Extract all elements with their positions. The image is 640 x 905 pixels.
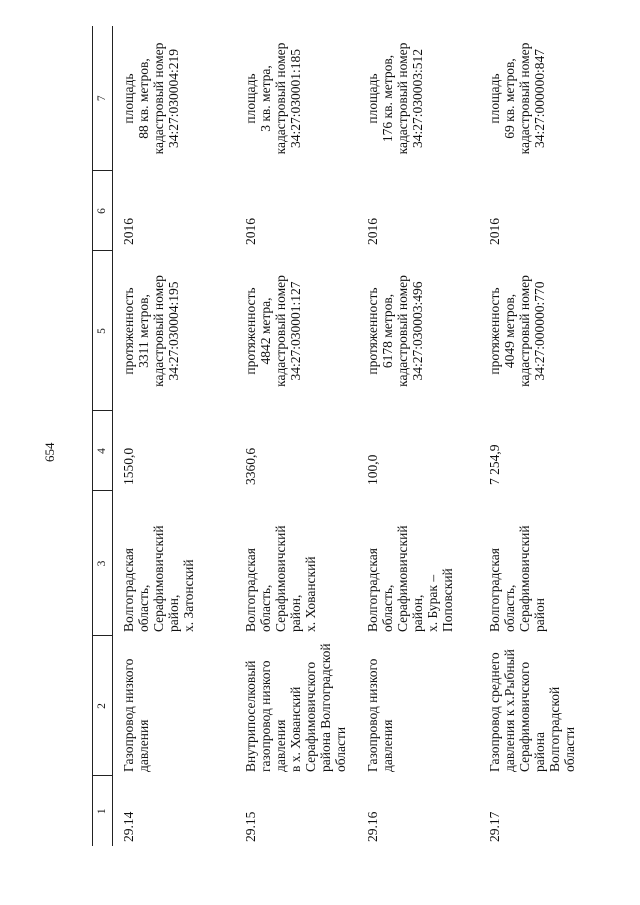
object-name: Газопровод низкого давления <box>121 658 151 772</box>
object-value: 3360,6 <box>243 447 258 485</box>
object-location: Волгоградская область, Серафимовичский район, х. Хованский <box>243 525 318 632</box>
rotated-table-container <box>92 26 612 846</box>
page-number <box>40 430 70 470</box>
object-length: протяженность 6178 метров, кадастровый номер 34:27:030003:496 <box>365 275 425 387</box>
object-name: Внутрипоселковый газопровод низкого давления в х. Хованский Серафимовичского района Волгоградской области <box>243 643 348 772</box>
column-header-7: 7 <box>93 26 113 171</box>
object-length: протяженность 4842 метра, кадастровый номер 34:27:030001:127 <box>243 275 303 387</box>
table-row <box>479 26 601 846</box>
column-header-5: 5 <box>93 251 113 411</box>
object-area: площадь 88 кв. метров, кадастровый номер 34:27:030004:219 <box>121 42 181 155</box>
object-area: площадь 3 кв. метра, кадастровый номер 34:27:030001:185 <box>243 42 303 155</box>
column-header-2: 2 <box>93 636 113 776</box>
column-header-row <box>93 26 113 846</box>
object-year: 2016 <box>365 218 380 245</box>
object-value: 7 254,9 <box>487 444 502 485</box>
object-length: протяженность 3311 метров, кадастровый номер 34:27:030004:195 <box>121 275 181 387</box>
column-header-4: 4 <box>93 411 113 491</box>
object-location: Волгоградская область, Серафимовичский район, х. Бурак – Поповский <box>365 525 455 632</box>
table-row <box>113 26 236 846</box>
object-year: 2016 <box>121 218 136 245</box>
object-name: Газопровод низкого давления <box>365 658 395 772</box>
object-year: 2016 <box>487 218 502 245</box>
column-header-1: 1 <box>93 776 113 846</box>
object-year: 2016 <box>243 218 258 245</box>
row-number: 29.15 <box>243 811 258 842</box>
column-header-6: 6 <box>93 171 113 251</box>
row-number: 29.14 <box>121 811 136 842</box>
object-location: Волгоградская область, Серафимовичский район <box>487 525 547 632</box>
table-row <box>357 26 479 846</box>
object-area: площадь 176 кв. метров, кадастровый номер 34:27:030003:512 <box>365 42 425 155</box>
table-row <box>235 26 357 846</box>
object-length: протяженность 4049 метров, кадастровый номер 34:27:000000:770 <box>487 275 547 387</box>
object-location: Волгоградская область, Серафимовичский район, х. Затонский <box>121 525 196 632</box>
row-number: 29.17 <box>487 811 502 842</box>
row-number: 29.16 <box>365 811 380 842</box>
object-value: 1550,0 <box>121 447 136 485</box>
object-area: площадь 69 кв. метров, кадастровый номер 34:27:000000:847 <box>487 42 547 155</box>
property-table <box>92 26 601 846</box>
object-value: 100,0 <box>365 454 380 485</box>
table-rotated <box>92 26 612 846</box>
object-name: Газопровод среднего давления к х.Рыбный Серафимовичского района Волгоградской области <box>487 649 577 772</box>
page-number-text: 654 <box>42 442 57 462</box>
column-header-3: 3 <box>93 491 113 636</box>
